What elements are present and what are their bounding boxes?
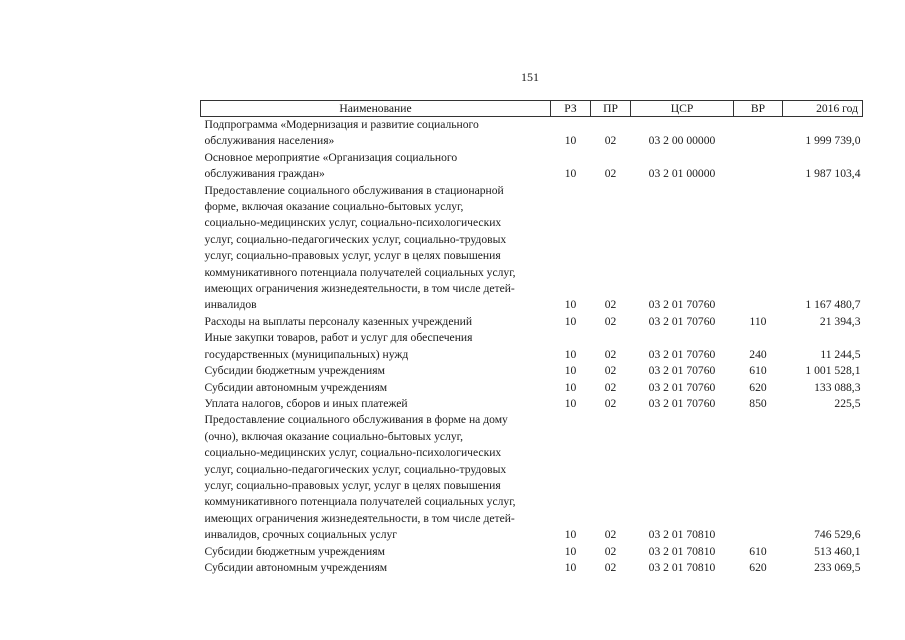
row-csr: 03 2 01 70760 xyxy=(648,396,716,410)
row-vr: 110 xyxy=(749,314,767,328)
row-rz: 10 xyxy=(564,380,577,394)
table-row xyxy=(201,380,863,396)
row-name-line: Предоставление социального обслуживания в стационарной xyxy=(204,183,504,197)
row-name-line: Уплата налогов, сборов и иных платежей xyxy=(204,396,408,410)
row-name-line: услуг, социально-педагогических услуг, социально-трудовых xyxy=(204,232,507,246)
row-amount: 11 244,5 xyxy=(820,347,861,361)
row-rz: 10 xyxy=(564,298,577,312)
row-name-line: Субсидии бюджетным учреждениям xyxy=(204,544,385,558)
row-name-line: инвалидов xyxy=(204,298,257,312)
row-rz: 10 xyxy=(564,167,577,181)
row-vr: 240 xyxy=(749,347,767,361)
row-rz: 10 xyxy=(564,528,577,542)
row-amount: 21 394,3 xyxy=(819,314,861,328)
row-name xyxy=(201,117,551,150)
table-row xyxy=(201,544,863,560)
row-name-line: Подпрограмма «Модернизация и развитие социального xyxy=(204,118,479,131)
header-rz: РЗ xyxy=(551,101,591,117)
row-name-line: социально-медицинских услуг, социально-психологических xyxy=(204,216,502,230)
row-vr: 610 xyxy=(749,544,767,558)
table-row xyxy=(201,150,863,183)
row-name xyxy=(201,412,551,543)
row-vr xyxy=(734,117,783,150)
row-rz: 10 xyxy=(564,134,577,148)
row-csr: 03 2 01 70810 xyxy=(648,528,716,542)
row-name xyxy=(201,363,551,379)
row-vr: 620 xyxy=(749,380,767,394)
header-vr: ВР xyxy=(734,101,783,117)
row-name-line: коммуникативного потенциала получателей социальных услуг, xyxy=(204,265,516,279)
table-body xyxy=(201,117,863,577)
row-name-line: Расходы на выплаты персоналу казенных учреждений xyxy=(204,314,473,328)
row-name-line: (очно), включая оказание социально-бытовых услуг, xyxy=(204,429,464,443)
row-csr: 03 2 00 00000 xyxy=(648,134,716,148)
row-name-line: форме, включая оказание социально-бытовых услуг, xyxy=(204,200,464,214)
row-name xyxy=(201,396,551,412)
row-name xyxy=(201,150,551,183)
row-amount: 233 069,5 xyxy=(814,560,861,574)
table-row xyxy=(201,412,863,543)
row-name-line: Основное мероприятие «Организация социального xyxy=(204,150,458,164)
row-csr: 03 2 01 70760 xyxy=(648,364,716,378)
table-row xyxy=(201,560,863,576)
row-pr: 02 xyxy=(604,396,617,410)
row-amount: 1 167 480,7 xyxy=(805,298,861,312)
row-amount: 746 529,6 xyxy=(814,528,861,542)
row-vr xyxy=(734,150,783,183)
row-name-line: услуг, социально-правовых услуг, услуг в целях повышения xyxy=(204,249,501,263)
row-vr: 850 xyxy=(749,396,767,410)
row-vr: 610 xyxy=(749,364,767,378)
row-csr: 03 2 01 70760 xyxy=(648,380,716,394)
row-amount: 225,5 xyxy=(834,396,861,410)
row-vr: 620 xyxy=(749,560,767,574)
row-name xyxy=(201,314,551,330)
row-rz: 10 xyxy=(564,364,577,378)
row-amount: 1 999 739,0 xyxy=(805,134,861,148)
row-pr: 02 xyxy=(604,380,617,394)
row-name xyxy=(201,380,551,396)
table-header xyxy=(201,101,863,117)
row-pr: 02 xyxy=(604,314,617,328)
row-csr: 03 2 01 70760 xyxy=(648,314,716,328)
row-csr: 03 2 01 70760 xyxy=(648,347,716,361)
row-name-line: социально-медицинских услуг, социально-психологических xyxy=(204,446,502,460)
row-amount: 513 460,1 xyxy=(814,544,861,558)
row-pr: 02 xyxy=(604,544,617,558)
row-name xyxy=(201,183,551,314)
row-amount: 1 001 528,1 xyxy=(805,364,861,378)
row-name-line: коммуникативного потенциала получателей социальных услуг, xyxy=(204,495,516,509)
header-csr: ЦСР xyxy=(631,101,734,117)
row-rz: 10 xyxy=(564,314,577,328)
row-name-line: имеющих ограничения жизнедеятельности, в том числе детей- xyxy=(204,511,515,525)
row-amount: 133 088,3 xyxy=(814,380,861,394)
row-vr xyxy=(734,183,783,314)
row-name-line: Субсидии бюджетным учреждениям xyxy=(204,364,385,378)
row-rz: 10 xyxy=(564,347,577,361)
row-name xyxy=(201,330,551,363)
row-name-line: услуг, социально-педагогических услуг, социально-трудовых xyxy=(204,462,507,476)
table-row xyxy=(201,363,863,379)
row-csr: 03 2 01 70760 xyxy=(648,298,716,312)
row-name-line: государственных (муниципальных) нужд xyxy=(204,347,409,361)
row-rz: 10 xyxy=(564,396,577,410)
row-name-line: Иные закупки товаров, работ и услуг для обеспечения xyxy=(204,331,473,345)
table-row xyxy=(201,396,863,412)
row-name-line: обслуживания населения» xyxy=(204,134,335,148)
row-name-line: имеющих ограничения жизнедеятельности, в том числе детей- xyxy=(204,282,515,296)
table-row xyxy=(201,314,863,330)
row-amount: 1 987 103,4 xyxy=(805,167,861,181)
table-row xyxy=(201,117,863,150)
row-csr: 03 2 01 70810 xyxy=(648,544,716,558)
row-csr: 03 2 01 70810 xyxy=(648,560,716,574)
header-pr: ПР xyxy=(591,101,631,117)
row-csr: 03 2 01 00000 xyxy=(648,167,716,181)
row-name-line: обслуживания граждан» xyxy=(204,167,325,181)
row-pr: 02 xyxy=(604,528,617,542)
budget-table-container xyxy=(200,100,862,576)
row-name-line: Субсидии автономным учреждениям xyxy=(204,380,388,394)
row-pr: 02 xyxy=(604,560,617,574)
row-name xyxy=(201,544,551,560)
budget-table xyxy=(200,100,863,576)
page-number: 151 xyxy=(521,70,539,84)
row-pr: 02 xyxy=(604,364,617,378)
row-vr xyxy=(734,412,783,543)
header-year: 2016 год xyxy=(783,101,863,117)
row-pr: 02 xyxy=(604,167,617,181)
row-name-line: услуг, социально-правовых услуг, услуг в целях повышения xyxy=(204,478,501,492)
row-name-line: Предоставление социального обслуживания в форме на дому xyxy=(204,413,508,427)
row-name-line: инвалидов, срочных социальных услуг xyxy=(204,528,398,542)
header-name: Наименование xyxy=(201,101,551,117)
row-name xyxy=(201,560,551,576)
table-row xyxy=(201,183,863,314)
row-name-line: Субсидии автономным учреждениям xyxy=(204,560,388,574)
row-rz: 10 xyxy=(564,544,577,558)
row-pr: 02 xyxy=(604,347,617,361)
row-rz: 10 xyxy=(564,560,577,574)
row-pr: 02 xyxy=(604,134,617,148)
table-row xyxy=(201,330,863,363)
row-pr: 02 xyxy=(604,298,617,312)
